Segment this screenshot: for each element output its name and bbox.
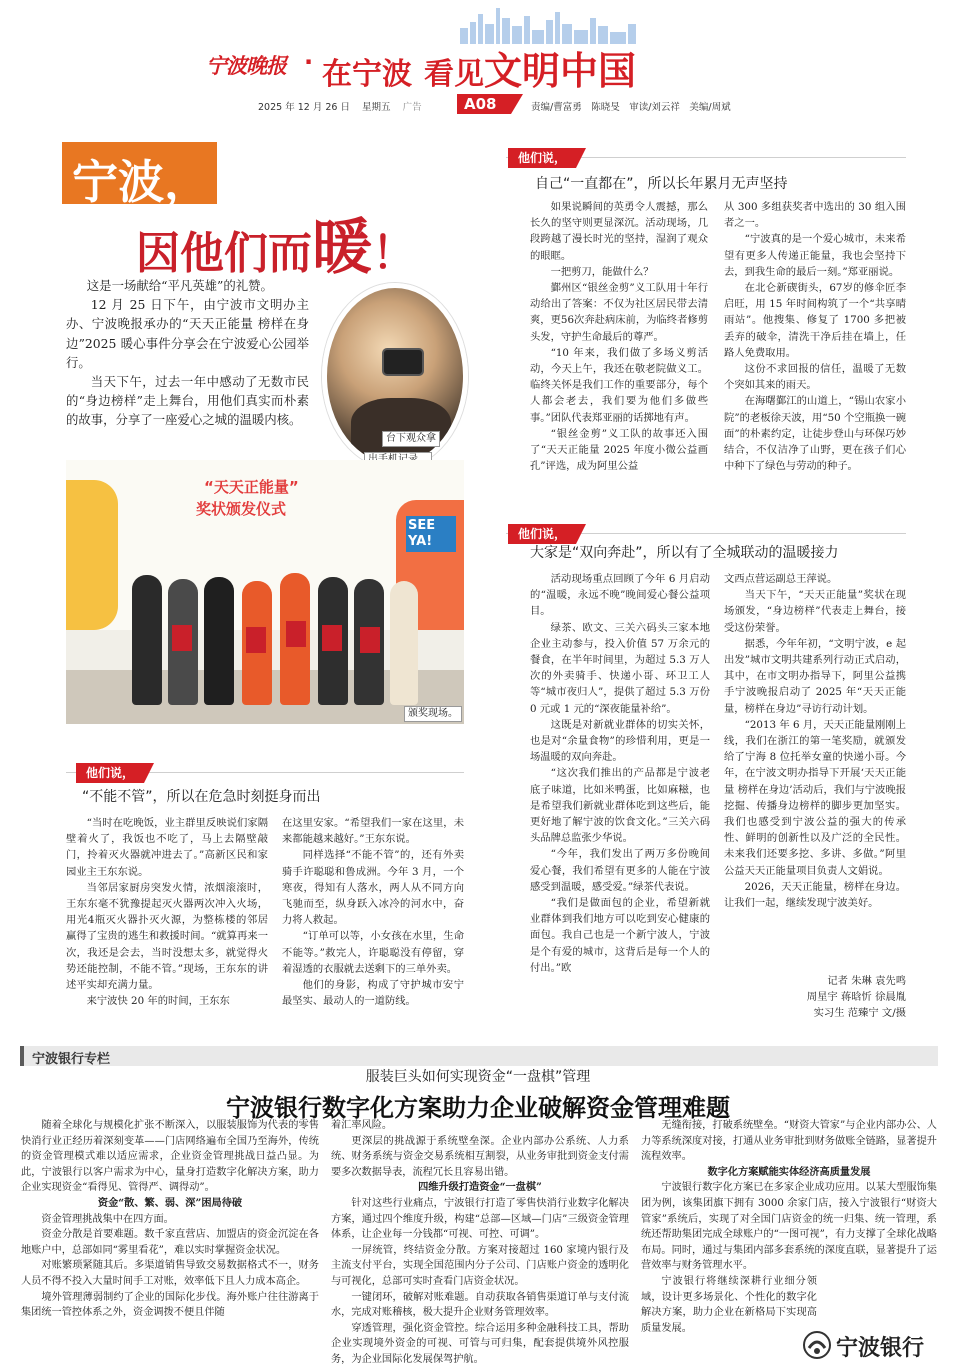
section3-para: 这既是对新就业群体的切实关怀，也是对“余量食物”的珍惜利用，更是一场温暖的双向奔赴。: [530, 718, 710, 764]
advert-para: 针对这些行业痛点，宁波银行打造了零售快消行业数字化解决方案，通过四个维度升级，构建“总部—区域—门店”三级资金管理体系，让企业每一分钱都“可视、可控、可调”。: [331, 1197, 629, 1241]
advert-column-name: 宁波银行专栏: [32, 1052, 111, 1067]
advert-para: 境外管理薄弱制约了企业的国际化步伐。海外账户往往游离于集团统一管控体系之外，资金调拨不便且伴随: [21, 1291, 319, 1319]
advert-para: 穿透管理，强化资金管控。综合运用多种金融科技工具，帮助企业实现境外资金的可视、可管与可归集，配套提供境外风控服务，为企业国际化发展保驾护航。: [331, 1322, 629, 1365]
section1-subtitle: “不能不管”，所以在危急时刻挺身而出: [82, 789, 321, 805]
phone-shape: [382, 348, 424, 376]
lead-para: 当天下午，过去一年中感动了无数市民的“身边榜样”走上舞台，用他们真实而朴素的故事，分享了一座爱心之城的温暖内核。: [66, 374, 309, 428]
section2-para: 从 300 多组获奖者中选出的 30 组入围者之一。: [724, 201, 906, 230]
advert-para: 对账繁琐紧随其后。多渠道销售导致交易数据格式不一，财务人员不得不投入大量时间手工对账，效率低下且人力成本高企。: [21, 1260, 319, 1287]
section1-para: 来宁波快 20 年的时间，王东东: [86, 995, 230, 1008]
decor-left: [66, 480, 118, 630]
byline: [724, 973, 906, 1021]
advert-subhead: 数字化方案赋能实体经济高质量发展: [707, 1165, 871, 1178]
masthead: [0, 0, 956, 122]
ad-label: 广告: [402, 102, 422, 113]
section3-para: “我们是做面包的企业，希望新就业群体到我们地方可以吃到安心健康的面包。我自己也是一个新宁波人，宁波是个有爱的城市，这背后是每一个人的付出。”欧: [530, 897, 710, 974]
advert-para: 一屏统管，终结资金分散。方案对接超过 160 家境内银行及主流支付平台，实现全国范围内分子公司、门店账户资金的透明化与可视化，总部可实时查看门店资金状况。: [331, 1244, 629, 1287]
advert-para: 宁波银行数字化方案已在多家企业成功应用。以某大型服饰集团为例，该集团旗下拥有 3000 余家门店，接入宁波银行“财资大管家”系统后，实现了对全国门店资金的统一归集、统一管理，系统还帮助集团完成全球账户的“一图可视”，有力支撑了全球化战略布局。同时，通过与集团内部多套系统的深度直联，显著提升了运营效率与财务管理水平。: [641, 1182, 937, 1272]
advert-para: 一键闭环，破解对账难题。自动获取各销售渠道订单与支付流水，完成对账稽核，极大提升企业财务管理效率。: [331, 1291, 629, 1319]
bank-logo-text: 宁波银行: [836, 1336, 925, 1361]
section3-col2: [724, 571, 906, 911]
section1-para: 在这里安家。“希望我们一家在这里，未来都能越来越好。”王东东说。: [282, 817, 464, 846]
section2-para: 如果说瞬间的英勇令人震撼，那么长久的坚守则更显深沉。活动现场，几段跨越了漫长时光的坚持，湿润了观众的眼眶。: [530, 201, 708, 262]
stage-people: [132, 555, 432, 715]
section3-para: 当天下午，“天天正能量”奖状在现场颁发，“身边榜样”代表走上舞台，接受这份荣誉。: [724, 589, 906, 634]
advert-para: 资金分散是首要难题。数千家直营店、加盟店的资金沉淀在各地账户中，总部如同“雾里看花”，难以实时掌握资金状况。: [21, 1229, 319, 1256]
section1-para: 他们的身影，构成了守护城市安宁最坚实、最动人的一道防线。: [282, 979, 464, 1008]
section1-col1: [66, 815, 268, 1009]
section3-tag: 他们说，: [508, 524, 576, 544]
section2-para: 在北仑新碶街头，67岁的修伞匠李启旺，用 15 年时间构筑了一个“共享晴雨站”。他搜集、修复了 1700 多把被丢弃的破伞，清洗干净后挂在墙上，任路人免费取用。: [724, 282, 906, 359]
section3-para: 绿茶、欧文、三关六码头三家本地企业主动参与，投入价值 57 万余元的餐食，在半年时间里，为超过 5.3 万人次的外卖骑手、快递小哥、环卫工人等“城市夜归人”，提供了超过 5.3 万份 0 元或 1 元的“深夜能量补给”。: [530, 621, 710, 715]
lead-para: 这是一场献给“平凡英雄”的礼赞。: [86, 278, 273, 293]
section2-para: “银丝金剪”义工队的故事还入围了“天天正能量 2025 年度小微公益画孔”评选，成为阿里公益: [530, 427, 708, 473]
slogan-part-b: 看见: [424, 57, 484, 92]
section3-para: 据悉，今年年初，“文明宁波，e 起出发”城市文明共建系列行动正式启动，其中，在市文明办指导下，阿里公益携手宁波晚报启动了 2025 年“天天正能量，榜样在身边”寻访行动计划。: [724, 637, 906, 715]
byline-line: 周星宇 蒋晗忻 徐晨胤: [806, 991, 906, 1003]
section3-col1: [530, 571, 710, 976]
advert-para: 资金管理挑战集中在四方面。: [41, 1213, 174, 1225]
byline-line: 记者 朱琳 袁先鸣: [827, 975, 906, 987]
advert-column-bar: [20, 1046, 938, 1066]
bank-logo: [800, 1325, 940, 1365]
section1-col2: [282, 815, 464, 1009]
section3-para: 2026，天天正能量，榜样在身边。让我们一起，继续发现宁波美好。: [724, 880, 906, 910]
advert-col2: [331, 1118, 629, 1368]
lead-text: [66, 276, 309, 430]
headline-part-2: 因他们而: [136, 228, 312, 279]
section1-tag: 他们说，: [76, 763, 144, 783]
advert-para: 随着全球化与规模化扩张不断深入，以服装服饰为代表的零售快消行业正经历着深刻变革——门店网络遍布全国乃至海外，传统的资金管理模式难以适应需求，企业资金管理挑战日益凸显。为此，宁波银行以客户需求为中心，量身打造数字化解决方案，助力企业实现资金“看得见、管得严、调得动”。: [21, 1120, 319, 1194]
lead-para: 12 月 25 日下午，由宁波市文明办主办、宁波晚报承办的“天天正能量 榜样在身边”2025 暖心事件分享会在宁波爱心公园举行。: [66, 297, 309, 370]
byline-line: 实习生 范臻宁 文/摄: [813, 1007, 906, 1019]
audience-photo-caption: 台下观众拿: [382, 426, 440, 468]
section3-para: “2013 年 6 月，天天正能量刚刚上线，我们在浙江的第一笔奖励，就颁发给了宁海 8 位托举女童的快递小哥。今年，在宁波文明办指导下开展‘天天正能量 榜样在身边’活动后，我们与宁波晚报挖掘、传播身边榜样的脚步更加坚实。我们也感受到宁波公益的强大的传承性、鲜明的创新性以及广泛的全民性。未来我们还要多挖、多讲、多做。”阿里公益天天正能量项目负责人文娟说。: [724, 718, 906, 877]
advert-col1: [21, 1118, 319, 1321]
paper-logo: 宁波晚报: [206, 53, 286, 78]
section3-subtitle: 大家是“双向奔赴”，所以有了全城联动的温暖接力: [530, 545, 839, 561]
advert-para: 着汇率风险。: [331, 1120, 393, 1131]
date-line: [258, 99, 422, 113]
headline-warm-char: 暖: [312, 213, 372, 283]
issue-date: 2025 年 12 月 26 日: [258, 102, 350, 113]
advert-para: 无缝衔接，打破系统壁垒。“财资大管家”与企业内部办公、人力等系统深度对接，打通从业务审批到财务做账全链路，显著提升流程效率。: [641, 1120, 937, 1163]
stage-banner-1: “天天正能量”: [204, 478, 299, 496]
section2-para: “宁波真的是一个爱心城市，未来希望有更多人传递正能量，我也会坚持下去，到我生命的最后一刻。”郑亚丽说。: [724, 233, 906, 278]
section2-subtitle: 自己“一直都在”，所以长年累月无声坚持: [535, 176, 788, 192]
headline-exclaim: ！: [372, 228, 416, 279]
stage-photo: [66, 460, 464, 724]
slogan-part-d: 中国: [560, 49, 637, 93]
headline-line-2: [136, 200, 416, 286]
section3-para: “今年，我们发出了两万多份晚间爱心餐，我们希望有更多的人能在宁波感受到温暖，感受爱。”绿茶代表说。: [530, 848, 710, 893]
advert-col3: [641, 1118, 937, 1336]
stage-photo-caption: 颁奖现场。: [404, 706, 462, 722]
masthead-dot: ·: [304, 48, 314, 76]
section2-tag: 他们说，: [508, 148, 576, 168]
section2-para: 这份不求回报的信任，温暖了无数个突如其来的雨天。: [724, 363, 906, 392]
section2-col1: [530, 199, 708, 474]
headline-line-1: 宁波，: [72, 155, 210, 209]
page-number: A08: [457, 94, 511, 114]
editor-credits: 责编/曹富勇 陈晓旻 审读/刘云祥 美编/周斌: [531, 102, 731, 113]
advert-headline: 宁波银行数字化方案助力企业破解资金管理难题: [226, 1094, 730, 1122]
section1-para: “当时在吃晚饭，业主群里反映说们家隔壁着火了，我饭也不吃了，马上去隔壁敲门，拎着灭火器就冲进去了。”高新区民和家园业主王东东说。: [66, 817, 268, 878]
section1-para: “订单可以等，小女孩在水里，生命不能等。”救完人，许聪聪没有停留，穿着湿透的衣服就去送剩下的三单外卖。: [282, 930, 464, 975]
advert-subhead: 资金“散、繁、弱、深”困局待破: [97, 1196, 243, 1209]
advert-para: 更深层的挑战源于系统壁垒深。企业内部办公系统、人力系统、财务系统与资金交易系统相互割裂，从业务审批到资金支付需要多次数据导表，流程冗长且容易出错。: [331, 1135, 629, 1178]
section2-para: 一把剪刀，能做什么？: [550, 265, 654, 278]
section2-para: “10 年来，我们做了多场义剪活动，今天上午，我还在敬老院做义工。临终关怀是我们工作的重要部分，每个人都会老去，我们要为他们多做些事。”团队代表郑亚丽的话掷地有声。: [530, 346, 708, 424]
advert-kicker: 服装巨头如何实现资金“一盘棋”管理: [365, 1069, 591, 1085]
stage-banner-2: 奖状颁发仪式: [196, 500, 287, 518]
skyline-graphic: [450, 4, 650, 44]
section1-para: 当邻居家厨房突发火情，浓烟滚滚时，王东东毫不犹豫提起灭火器两次冲入火场，用光4瓶灭火器扑灭火源，为整栋楼的邻居赢得了宝贵的逃生和救援时间。“就算再来一次，我还是会去，当时没想太多，就觉得火势还能控制，不能不管。”现场，王东东的讲述平实却充满力量。: [66, 881, 268, 992]
section2-para: 鄞州区“银丝金剪”义工队用十年行动给出了答案：不仅为社区居民带去清爽，更56次奔赴病床前，为临终者修剪头发，守护生命最后的尊严。: [530, 282, 708, 343]
section2-para: 在海曙鄞江的山道上，“锡山农家小院”的老板徐天波，用“50 个空瓶换一碗面”的朴素约定，让徒步登山与环保巧妙结合，不仅洁净了山野，更在孩子们心中种下了绿色与劳动的种子。: [724, 395, 906, 473]
slogan-part-c: 文明: [484, 49, 561, 93]
audience-photo: [322, 283, 468, 469]
section1-para: 同样选择“不能不管”的，还有外卖骑手许聪聪和鲁成洲。今年 3 月，一个寒夜，得知有人落水，两人从不同方向飞驰而至，纵身跃入冰冷的河水中，奋力将人救起。: [282, 849, 464, 927]
headline-block: [62, 142, 462, 283]
section3-para: “这次我们推出的产品都是宁波老底子味道，比如米鸭蛋，比如麻糍，也是希望我们新就业群体吃到这些后，能更好地了解宁波的饮食文化。”三关六码头品牌总监张少华说。: [530, 767, 710, 845]
section2-col2: [724, 199, 906, 474]
see-ya-sign: SEE YA!: [406, 516, 456, 552]
advert-para: 宁波银行将继续深耕行业细分领域，设计更多场景化、个性化的数字化解决方案，助力企业在新格局下实现高质量发展。: [641, 1275, 817, 1334]
section3-para: 文西点营运副总王萍说。: [724, 573, 838, 585]
advert-subhead: 四维升级打造资金“一盘棋”: [418, 1181, 542, 1194]
slogan-part-a: 在宁波: [322, 57, 412, 92]
bank-logo-icon: [802, 1330, 832, 1360]
masthead-slogan: [322, 40, 636, 95]
section3-para: 活动现场重点回顾了今年 6 月启动的“温暖，永远不晚”晚间爱心餐公益项目。: [530, 573, 710, 618]
issue-weekday: 星期五: [362, 102, 391, 113]
page-number-tail: [511, 94, 523, 114]
